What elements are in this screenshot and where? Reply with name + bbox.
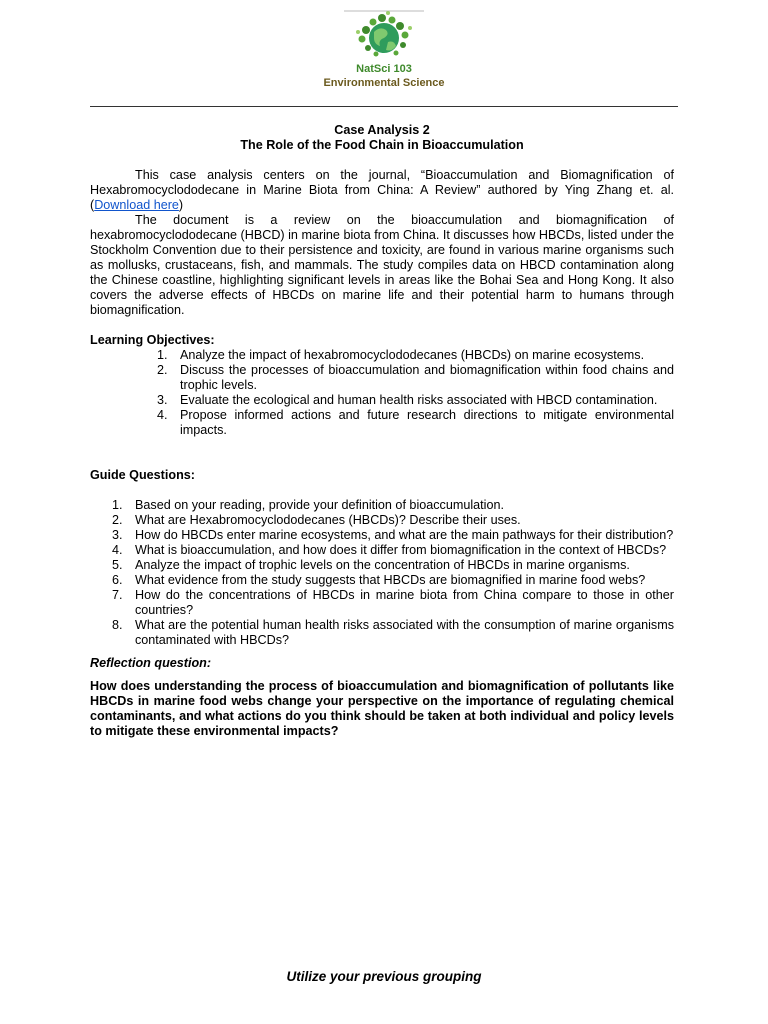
item-text: What are the potential human health risks associated with the consumption of marine organisms contaminated with HBCDs? — [135, 618, 674, 647]
list-item — [157, 348, 674, 363]
item-number: 7. — [112, 588, 123, 602]
item-number: 1. — [112, 498, 123, 512]
list-item — [112, 558, 674, 573]
item-text: Based on your reading, provide your definition of bioaccumulation. — [135, 498, 504, 512]
course-name: Environmental Science — [323, 77, 445, 89]
reflection-question: How does understanding the process of bioaccumulation and biomagnification of pollutants like HBCDs in marine food webs change your perspective on the importance of regulating chemical contaminants, and what actions do you think should be taken at both individual and policy levels to mitigate these environmental impacts? — [90, 679, 674, 738]
document-body — [90, 123, 674, 739]
course-header — [0, 8, 768, 90]
list-item — [112, 513, 674, 528]
globe-leaves-icon — [344, 8, 424, 60]
list-item — [112, 528, 674, 543]
objectives-heading: Learning Objectives: — [90, 333, 215, 347]
item-text: What evidence from the study suggests that HBCDs are biomagnified in marine food webs? — [135, 573, 646, 587]
intro-text-close: ) — [178, 198, 184, 212]
case-title: The Role of the Food Chain in Bioaccumulation — [240, 138, 524, 152]
objectives-list — [157, 348, 674, 438]
list-item — [112, 618, 674, 648]
guide-questions-list — [112, 498, 674, 648]
list-item — [157, 408, 674, 438]
list-item — [112, 573, 674, 588]
item-text: Analyze the impact of trophic levels on the concentration of HBCDs in marine organisms. — [135, 558, 630, 572]
summary-paragraph: The document is a review on the bioaccumulation and biomagnification of hexabromocyclododecane (HBCD) in marine biota from China. It discusses how HBCDs, listed under the Stockholm Convention due to their persistence and toxicity, are found in various marine organisms such as mollusks, crustaceans, fish, and mammals. The study compiles data on HBCD contamination along the Chinese coastline, highlighting significant levels in areas like the Bohai Sea and Hong Kong. It also covers the adverse effects of HBCDs on marine life and their potential harm to humans through biomagnification. — [90, 213, 674, 317]
list-item — [112, 543, 674, 558]
item-text: Discuss the processes of bioaccumulation and biomagnification within food chains and trophic levels. — [180, 363, 674, 392]
item-text: Propose informed actions and future research directions to mitigate environmental impacts. — [180, 408, 674, 437]
item-number: 4. — [112, 543, 123, 557]
guide-heading: Guide Questions: — [90, 468, 195, 482]
item-number: 3. — [112, 528, 123, 542]
item-number: 6. — [112, 573, 123, 587]
item-text: How do HBCDs enter marine ecosystems, and what are the main pathways for their distribution? — [135, 528, 674, 542]
list-item — [112, 588, 674, 618]
header-divider — [90, 106, 678, 107]
item-text: Evaluate the ecological and human health risks associated with HBCD contamination. — [180, 393, 658, 407]
list-item — [157, 393, 674, 408]
footer-note: Utilize your previous grouping — [286, 969, 482, 984]
item-number: 2. — [112, 513, 123, 527]
item-text: What is bioaccumulation, and how does it differ from biomagnification in the context of HBCDs? — [135, 543, 667, 557]
item-number: 1. — [157, 348, 168, 362]
course-code: NatSci 103 — [356, 63, 412, 75]
item-number: 4. — [157, 408, 168, 422]
item-number: 2. — [157, 363, 168, 377]
item-number: 5. — [112, 558, 123, 572]
item-text: What are Hexabromocyclododecanes (HBCDs)? Describe their uses. — [135, 513, 521, 527]
download-link[interactable]: Download here — [94, 198, 179, 212]
reflection-heading: Reflection question: — [90, 656, 212, 670]
item-number: 3. — [157, 393, 168, 407]
intro-text: This case analysis centers on the journal, “Bioaccumulation and Biomagnification of Hexabromocyclododecane in Marine Biota from China: A Review” authored by Ying Zhang et. al. ( — [90, 168, 674, 212]
item-text: Analyze the impact of hexabromocyclododecanes (HBCDs) on marine ecosystems. — [180, 348, 645, 362]
case-number: Case Analysis 2 — [334, 123, 430, 137]
intro-paragraph — [90, 168, 674, 213]
item-text: How do the concentrations of HBCDs in marine biota from China compare to those in other countries? — [135, 588, 674, 617]
item-number: 8. — [112, 618, 123, 632]
list-item — [112, 498, 674, 513]
list-item — [157, 363, 674, 393]
